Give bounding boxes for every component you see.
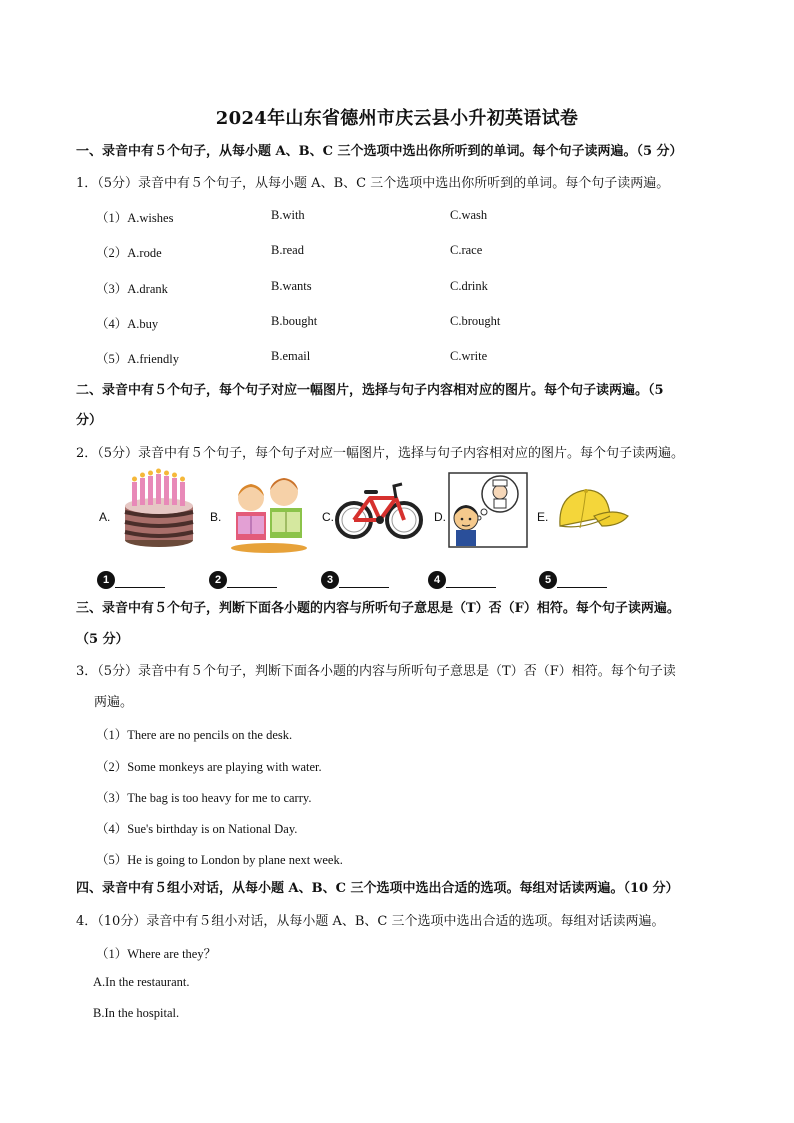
q1-opt-a: （5）A.friendly xyxy=(96,352,179,366)
blank-number: 4 xyxy=(428,571,446,589)
q4-sub-question: （1）Where are they？ xyxy=(96,947,217,961)
cap-icon xyxy=(554,486,630,534)
q1-option-row xyxy=(96,349,696,369)
blank-line xyxy=(446,587,496,588)
q4-option-a: A.In the restaurant. xyxy=(93,975,190,989)
boy-thinking-icon xyxy=(448,472,528,548)
q3-statement: （5）He is going to London by plane next week. xyxy=(96,853,343,867)
section-2-heading-cont: 分） xyxy=(76,413,103,428)
q3-statement: （1）There are no pencils on the desk. xyxy=(96,728,293,742)
blank-line xyxy=(115,587,165,588)
picture-label-c: C. xyxy=(322,510,334,524)
blank-line xyxy=(227,587,277,588)
page-title: 2024年山东省德州市庆云县小升初英语试卷 xyxy=(215,108,579,129)
birthday-cake-icon xyxy=(118,468,200,550)
q3-stem-cont: 两遍。 xyxy=(94,695,134,710)
picture-label-a: A. xyxy=(99,510,111,524)
picture-label-d: D. xyxy=(434,510,446,524)
q1-opt-b: B.email xyxy=(271,349,311,363)
q1-opt-c: C.write xyxy=(450,349,488,363)
blank-number: 3 xyxy=(321,571,339,589)
q1-option-row xyxy=(96,243,696,263)
section-3-heading-cont: （5 分） xyxy=(76,632,129,647)
blank-number: 5 xyxy=(539,571,557,589)
q4-stem: 4．（10分）录音中有５组小对话，从每小题 A、B、C 三个选项中选出合适的选项。每组对话读两遍。 xyxy=(76,914,665,929)
section-2-heading: 二、录音中有５个句子，每个句子对应一幅图片，选择与句子内容相对应的图片。每个句子读两遍。（5 xyxy=(76,383,664,398)
q1-opt-a: （2）A.rode xyxy=(96,246,162,260)
blank-number: 1 xyxy=(97,571,115,589)
q1-opt-c: C.drink xyxy=(450,279,488,293)
q1-opt-a: （3）A.drank xyxy=(96,282,168,296)
children-reading-icon xyxy=(226,470,312,554)
q1-opt-c: C.wash xyxy=(450,208,488,222)
q1-option-row xyxy=(96,314,696,334)
picture-label-e: E. xyxy=(537,510,549,524)
section-4-heading: 四、录音中有５组小对话，从每小题 A、B、C 三个选项中选出合适的选项。每组对话读两遍。（10 分） xyxy=(76,881,679,896)
q1-opt-b: B.with xyxy=(271,208,305,222)
q1-option-row xyxy=(96,208,696,228)
q1-opt-b: B.bought xyxy=(271,314,318,328)
bicycle-icon xyxy=(334,478,424,540)
q1-opt-b: B.wants xyxy=(271,279,312,293)
section-3-heading: 三、录音中有５个句子，判断下面各小题的内容与所听句子意思是（T）否（F）相符。每个句子读两遍。 xyxy=(76,601,680,616)
q1-opt-c: C.brought xyxy=(450,314,501,328)
q1-stem: 1．（5分）录音中有５个句子，从每小题 A、B、C 三个选项中选出你所听到的单词。每个句子读两遍。 xyxy=(76,176,670,191)
blank-number: 2 xyxy=(209,571,227,589)
q3-statement: （4）Sue's birthday is on National Day. xyxy=(96,822,298,836)
q3-statement: （2）Some monkeys are playing with water. xyxy=(96,760,322,774)
picture-label-b: B. xyxy=(210,510,222,524)
q3-stem: 3．（5分）录音中有５个句子，判断下面各小题的内容与所听句子意思是（T）否（F）相符。每个句子读 xyxy=(76,664,676,679)
q1-opt-a: （4）A.buy xyxy=(96,317,159,331)
q1-opt-b: B.read xyxy=(271,243,304,257)
q1-opt-c: C.race xyxy=(450,243,483,257)
q2-stem: 2．（5分）录音中有５个句子，每个句子对应一幅图片，选择与句子内容相对应的图片。每个句子读两遍。 xyxy=(76,446,685,461)
blank-line xyxy=(557,587,607,588)
q3-statement: （3）The bag is too heavy for me to carry. xyxy=(96,791,312,805)
q1-opt-a: （1）A.wishes xyxy=(96,211,174,225)
blank-line xyxy=(339,587,389,588)
section-1-heading: 一、录音中有５个句子，从每小题 A、B、C 三个选项中选出你所听到的单词。每个句子读两遍。（5 分） xyxy=(76,144,683,159)
q1-option-row xyxy=(96,279,696,299)
q4-option-b: B.In the hospital. xyxy=(93,1006,180,1020)
